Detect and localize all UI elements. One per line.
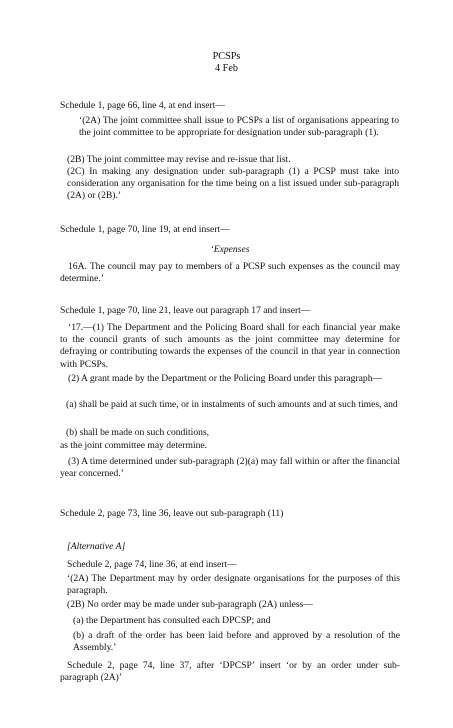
amendment-2-heading: ‘Expenses: [210, 244, 250, 255]
amendment-1-instruction: Schedule 1, page 66, line 4, at end insert—: [60, 100, 225, 111]
amendment-3-item-b: (b) shall be made on such conditions,: [66, 427, 210, 438]
amendment-2-instruction: Schedule 1, page 70, line 19, at end insert—: [60, 224, 230, 235]
alternative-a-label: [Alternative A]: [67, 541, 126, 552]
amendment-5-paragraph-2a: ‘(2A) The Department may by order designate organisations for the purposes of this paragraph.: [67, 573, 400, 597]
amendment-5-paragraph-2b: (2B) No order may be made under sub-paragraph (2A) unless—: [67, 599, 313, 610]
amendment-3-paragraph-17-2: (2) A grant made by the Department or the Policing Board under this paragraph—: [68, 373, 383, 384]
amendment-3-instruction: Schedule 1, page 70, line 21, leave out paragraph 17 and insert—: [60, 305, 311, 316]
page-title: PCSPs: [212, 51, 241, 62]
amendment-3-item-a: (a) shall be paid at such time, or in instalments of such amounts and at such times, and: [66, 399, 398, 410]
amendment-1-paragraph-2c: (2C) In making any designation under sub-paragraph (1) a PCSP must take into consideration any organisation for the time being on a list issued under sub-paragraph (2A) or (2B).’: [67, 166, 399, 202]
page-date: 4 Feb: [215, 63, 238, 74]
amendment-5-final-instruction: Schedule 2, page 74, line 37, after ‘DPCSP’ insert ‘or by an order under sub-paragraph (2A)’: [60, 660, 400, 684]
amendment-3-closing-line: as the joint committee may determine.: [60, 440, 208, 451]
amendment-4-instruction: Schedule 2, page 73, line 36, leave out sub-paragraph (11): [60, 508, 284, 519]
amendment-1-paragraph-2b: (2B) The joint committee may revise and re-issue that list.: [67, 154, 291, 165]
amendment-2-paragraph-16a: 16A. The council may pay to members of a PCSP such expenses as the council may determine.’: [60, 261, 400, 285]
amendment-5-instruction: Schedule 2, page 74, line 36, at end insert—: [67, 559, 237, 570]
amendment-5-item-a: (a) the Department has consulted each DPCSP; and: [73, 615, 271, 626]
amendment-5-item-b: (b) a draft of the order has been laid before and approved by a resolution of the Assembly.’: [73, 630, 400, 654]
amendment-1-paragraph-2a: ‘(2A) The joint committee shall issue to PCSPs a list of organisations appearing to the joint committee to be appropriate for designation under sub-paragraph (1).: [79, 115, 399, 139]
amendment-3-paragraph-17-3: (3) A time determined under sub-paragraph (2)(a) may fall within or after the financial year concerned.’: [60, 456, 400, 480]
amendment-3-paragraph-17-1: ‘17.—(1) The Department and the Policing Board shall for each financial year make to the council grants of such amounts as the joint committee may determine for defraying or contributing towards the expenses of the council in that year in connection with PCSPs.: [60, 322, 400, 370]
